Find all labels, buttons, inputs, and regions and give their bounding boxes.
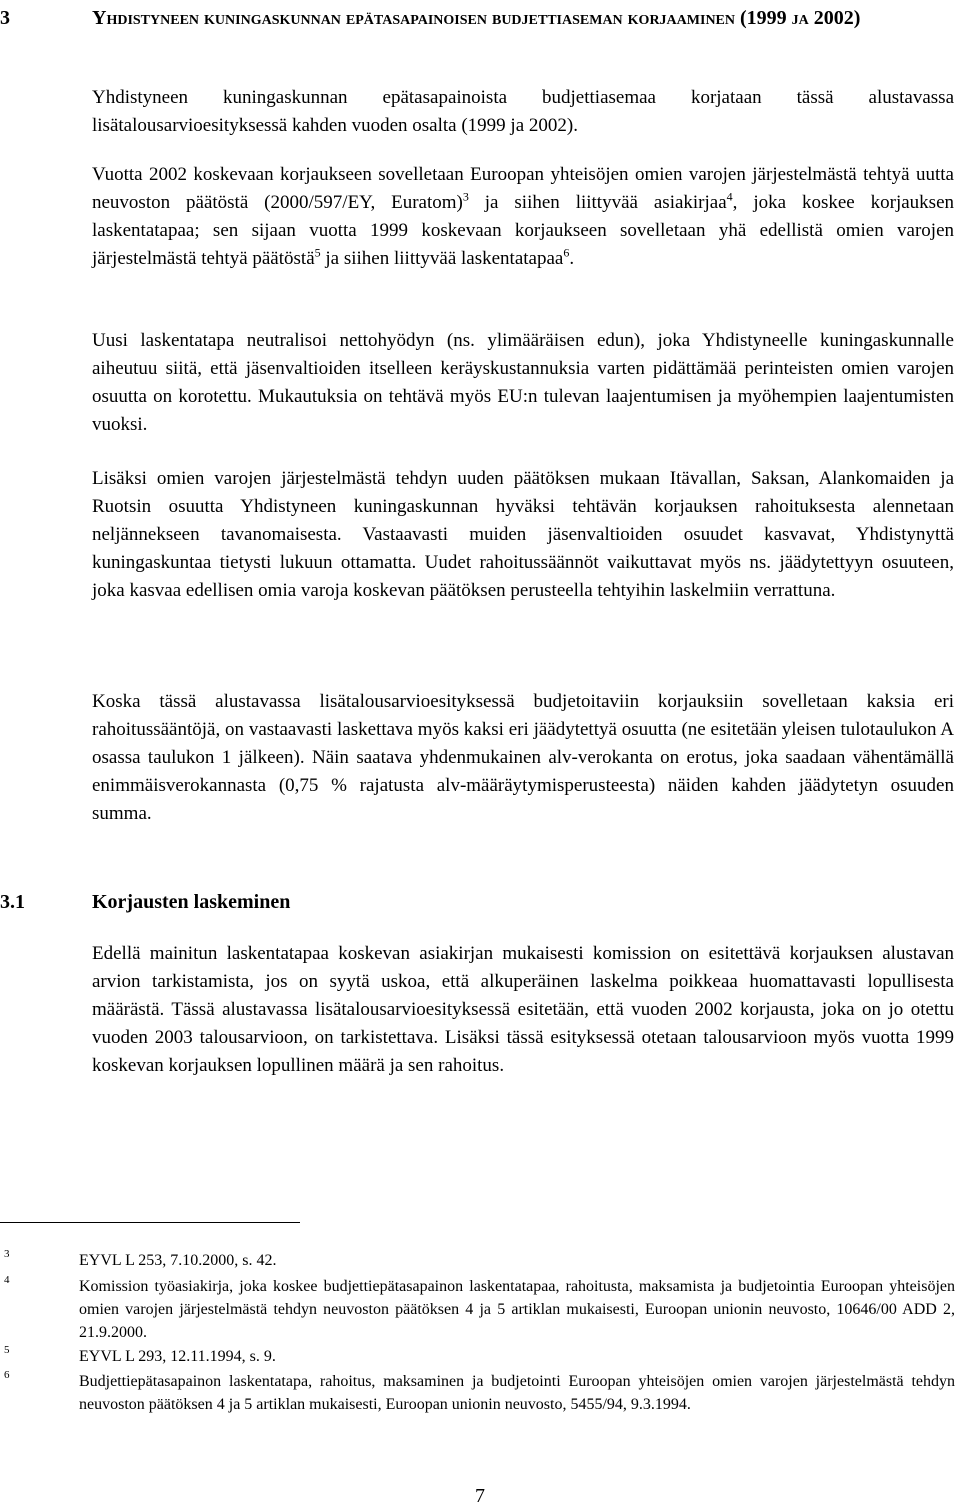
paragraph-1: Yhdistyneen kuningaskunnan epätasapainoista budjettiasemaa korjataan tässä alustavassa lisätalousarvioesityksessä kahden vuoden osalta (1999 ja 2002). (92, 87, 954, 136)
footnote-mark: 3 (4, 1248, 10, 1260)
section-number: 3 (0, 7, 10, 29)
paragraph-4: Lisäksi omien varojen järjestelmästä tehdyn uuden päätöksen mukaan Itävallan, Saksan, Alankomaiden ja Ruotsin osuutta Yhdistyneen kuningaskunnan hyväksi tehtävän korjauksen rahoituksesta alennetaan neljännekseen tavanomaisesta. Vastaavasti muiden jäsenvaltioiden osuudet kasvavat, Yhdistynyttä kuningaskuntaa tietysti lukuun ottamatta. Uudet rahoitussäännöt vaikuttavat myös ns. jäädytettyyn osuuteen, joka kasvaa edellisen omia varoja koskevan päätöksen perusteella tehtyihin laskelmiin verrattuna. (92, 468, 954, 601)
paragraph-5: Koska tässä alustavassa lisätalousarvioesityksessä budjetoitaviin korjauksiin sovelletaan kaksia eri rahoitussääntöjä, on vastaavasti laskettava myös kaksi eri jäädytettyä osuutta (ne esitetään yleisen tulotaulukon A osassa taulukon 1 jälkeen). Näin saatava yhdenmukainen alv-verokanta on erotus, joka saadaan vähentämällä enimmäisverokannasta (0,75 % rajatusta alv-määräytymisperusteesta) näiden kahden jäädytetyn osuuden summa. (92, 691, 954, 824)
paragraph-3: Uusi laskentatapa neutralisoi nettohyödyn (ns. ylimääräisen edun), joka Yhdistyneelle kuningaskunnalle aiheutuu siitä, että jäsenvaltioiden itselleen keräyskustannuksia varten pidättämää perinteisten omien varojen osuutta on korotettu. Mukautuksia on tehtävä myös EU:n tulevan laajentumisen ja myöhempien laajentumisten vuoksi. (92, 330, 954, 435)
paragraph-2-part-c: , joka koskee korjauksen laskentatapaa; sen sijaan vuotta 1999 koskevaan korjaukseen sovelletaan yhä edellistä omien varojen järjestelmästä tehtyä päätöstä (92, 192, 954, 269)
subsection-paragraph: Edellä mainitun laskentatapaa koskevan asiakirjan mukaisesti komission on esitettävä korjauksen alustavan arvion tarkistamista, jos on syytä uskoa, että alkuperäinen laskelma poikkeaa huomattavasti lopullisesta määrästä. Tässä alustavassa lisätalousarvioesityksessä esitetään, että vuoden 2002 korjausta, joka on jo otettu vuoden 2003 talousarvioon, on tarkistettava. Lisäksi tässä esityksessä otetaan talousarvioon myös vuotta 1999 koskevan korjauksen lopullinen määrä ja sen rahoitus. (92, 943, 954, 1076)
footnote-text: Budjettiepätasapainon laskentatapa, rahoitus, maksaminen ja budjetointi Euroopan yhteisöjen omien varojen järjestelmästä tehdyn neuvoston päätöksen 4 ja 5 artiklan mukaisesti, Euroopan unionin neuvosto, 5455/94, 9.3.1994. (79, 1373, 955, 1413)
footnote-text: EYVL L 253, 7.10.2000, s. 42. (79, 1252, 277, 1269)
footnote-mark: 5 (4, 1344, 10, 1356)
footnote-mark: 4 (4, 1274, 10, 1286)
paragraph-2-part-d: ja siihen liittyvää laskentatapaa (320, 248, 564, 269)
paragraph-2-part-b: ja siihen liittyvää asiakirjaa (468, 192, 727, 213)
paragraph-2-part-a: Vuotta 2002 koskevaan korjaukseen sovelletaan Euroopan yhteisöjen omien varojen järjestelmästä tehtyä uutta neuvoston päätöstä (2000/597/EY, Euratom) (92, 164, 954, 213)
footnote-text: Komission työasiakirja, joka koskee budjettiepätasapainon laskentatapaa, rahoitusta, maksamista ja budjetointia Euroopan yhteisöjen omien varojen järjestelmästä tehdyn neuvoston päätöksen 4 ja 5 artiklan mukaisesti, Euroopan unionin neuvosto, 10646/00 ADD 2, 21.9.2000. (79, 1278, 955, 1341)
footnote-mark: 6 (4, 1369, 10, 1381)
footnote-text: EYVL L 293, 12.11.1994, s. 9. (79, 1348, 276, 1365)
paragraph-2-part-e: . (569, 248, 575, 269)
footnote-ref-5: 5 (314, 245, 321, 260)
page-number: 7 (475, 1485, 485, 1507)
subsection-title: Korjausten laskeminen (92, 891, 291, 913)
section-title: Yhdistyneen kuningaskunnan epätasapainoisen budjettiaseman korjaaminen (1999 ja 2002) (92, 7, 861, 29)
footnote-separator (0, 1222, 300, 1223)
footnote-ref-4: 4 (726, 189, 733, 204)
footnote-ref-6: 6 (563, 245, 570, 260)
footnote-ref-3: 3 (462, 189, 469, 204)
paragraph-2 (92, 161, 954, 273)
subsection-number: 3.1 (0, 891, 25, 913)
